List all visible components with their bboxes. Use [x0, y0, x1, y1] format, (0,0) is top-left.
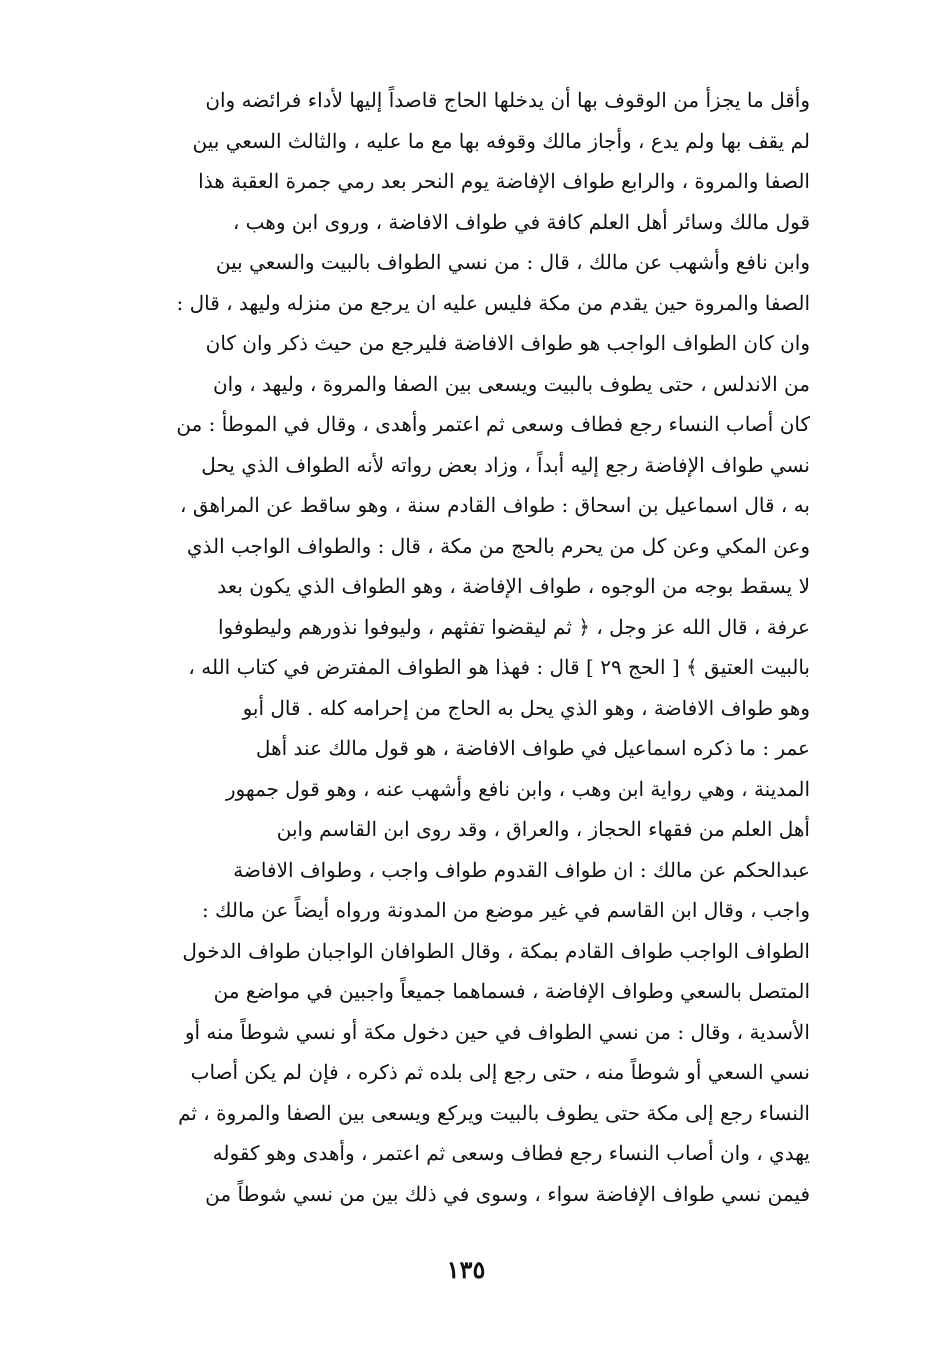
text-line: من الاندلس ، حتى يطوف بالبيت ويسعى بين الصفا والمروة ، وليهد ، وان [212, 371, 810, 396]
text-line: بالبيت العتيق ﴾ [ الحج ٢٩ ] قال : فهذا هو الطواف المفترض في كتاب الله ، [188, 655, 810, 679]
text-line: قول مالك وسائر أهل العلم كافة في طواف الافاضة ، وروى ابن وهب ، [232, 209, 810, 234]
body-text [110, 80, 810, 1214]
text-line: وعن المكي وعن كل من يحرم بالحج من مكة ، قال : والطواف الواجب الذي [186, 533, 810, 558]
text-line: واجب ، وقال ابن القاسم في غير موضع من المدونة ورواه أيضاً عن مالك : [201, 898, 810, 922]
text-line: كان أصاب النساء رجع فطاف وسعى ثم اعتمر وأهدى ، وقال في الموطأ : من [176, 412, 810, 436]
text-line: يهدي ، وان أصاب النساء رجع فطاف وسعى ثم اعتمر ، وأهدى وهو كقوله [212, 1141, 810, 1165]
page-number: ١٣٥ [446, 1255, 486, 1284]
text-line: الأسدية ، وقال : من نسي الطواف في حين دخول مكة أو نسي شوطاً منه أو [184, 1019, 810, 1044]
text-line: النساء رجع إلى مكة حتى يطوف بالبيت ويركع ويسعى بين الصفا والمروة ، ثم [178, 1100, 810, 1125]
text-line: الصفا والمروة ، والرابع طواف الإفاضة يوم النحر بعد رمي جمرة العقبة هذا [198, 169, 810, 193]
text-line: وان كان الطواف الواجب هو طواف الافاضة فليرجع من حيث ذكر وان كان [205, 331, 810, 355]
text-line: المتصل بالسعي وطواف الإفاضة ، فسماهما جميعاً واجبين في مواضع من [213, 979, 810, 1003]
text-line: الطواف الواجب طواف القادم بمكة ، وقال الطوافان الواجبان طواف الدخول [182, 938, 810, 963]
text-line: وهو طواف الافاضة ، وهو الذي يحل به الحاج من إحرامه كله . قال أبو [242, 695, 810, 720]
text-line: عمر : ما ذكره اسماعيل في طواف الافاضة ، هو قول مالك عند أهل [255, 736, 810, 760]
text-line: وأقل ما يجزأ من الوقوف بها أن يدخلها الحاج قاصداً إليها لأداء فرائضه وان [205, 88, 810, 112]
text-line: وابن نافع وأشهب عن مالك ، قال : من نسي الطواف بالبيت والسعي بين [215, 250, 810, 274]
text-line: المدينة ، وهي رواية ابن وهب ، وابن نافع وأشهب عنه ، وهو قول جمهور [225, 776, 810, 801]
text-line: به ، قال اسماعيل بن اسحاق : طواف القادم سنة ، وهو ساقط عن المراهق ، [180, 493, 810, 517]
text-line: لا يسقط بوجه من الوجوه ، طواف الإفاضة ، وهو الطواف الذي يكون بعد [217, 574, 810, 598]
text-line: أهل العلم من فقهاء الحجاز ، والعراق ، وقد روى ابن القاسم وابن [276, 817, 810, 841]
text-line: الصفا والمروة حين يقدم من مكة فليس عليه ان يرجع من منزله وليهد ، قال : [176, 290, 810, 315]
text-line: نسي السعي أو شوطاً منه ، حتى رجع إلى بلده ثم ذكره ، فإن لم يكن أصاب [190, 1060, 810, 1084]
text-line: نسي طواف الإفاضة رجع إليه أبداً ، وزاد بعض رواته لأنه الطواف الذي يحل [201, 452, 810, 477]
text-line: عبدالحكم عن مالك : ان طواف القدوم طواف واجب ، وطواف الافاضة [233, 857, 810, 882]
text-line: فيمن نسي طواف الإفاضة سواء ، وسوى في ذلك بين من نسي شوطاً من [205, 1181, 810, 1206]
text-line: عرفة ، قال الله عز وجل ، ﴿ ثم ليقضوا تفثهم ، وليوفوا نذورهم وليطوفوا [217, 614, 810, 639]
text-line: لم يقف بها ولم يدع ، وأجاز مالك وقوفه بها مع ما عليه ، والثالث السعي بين [192, 128, 810, 153]
